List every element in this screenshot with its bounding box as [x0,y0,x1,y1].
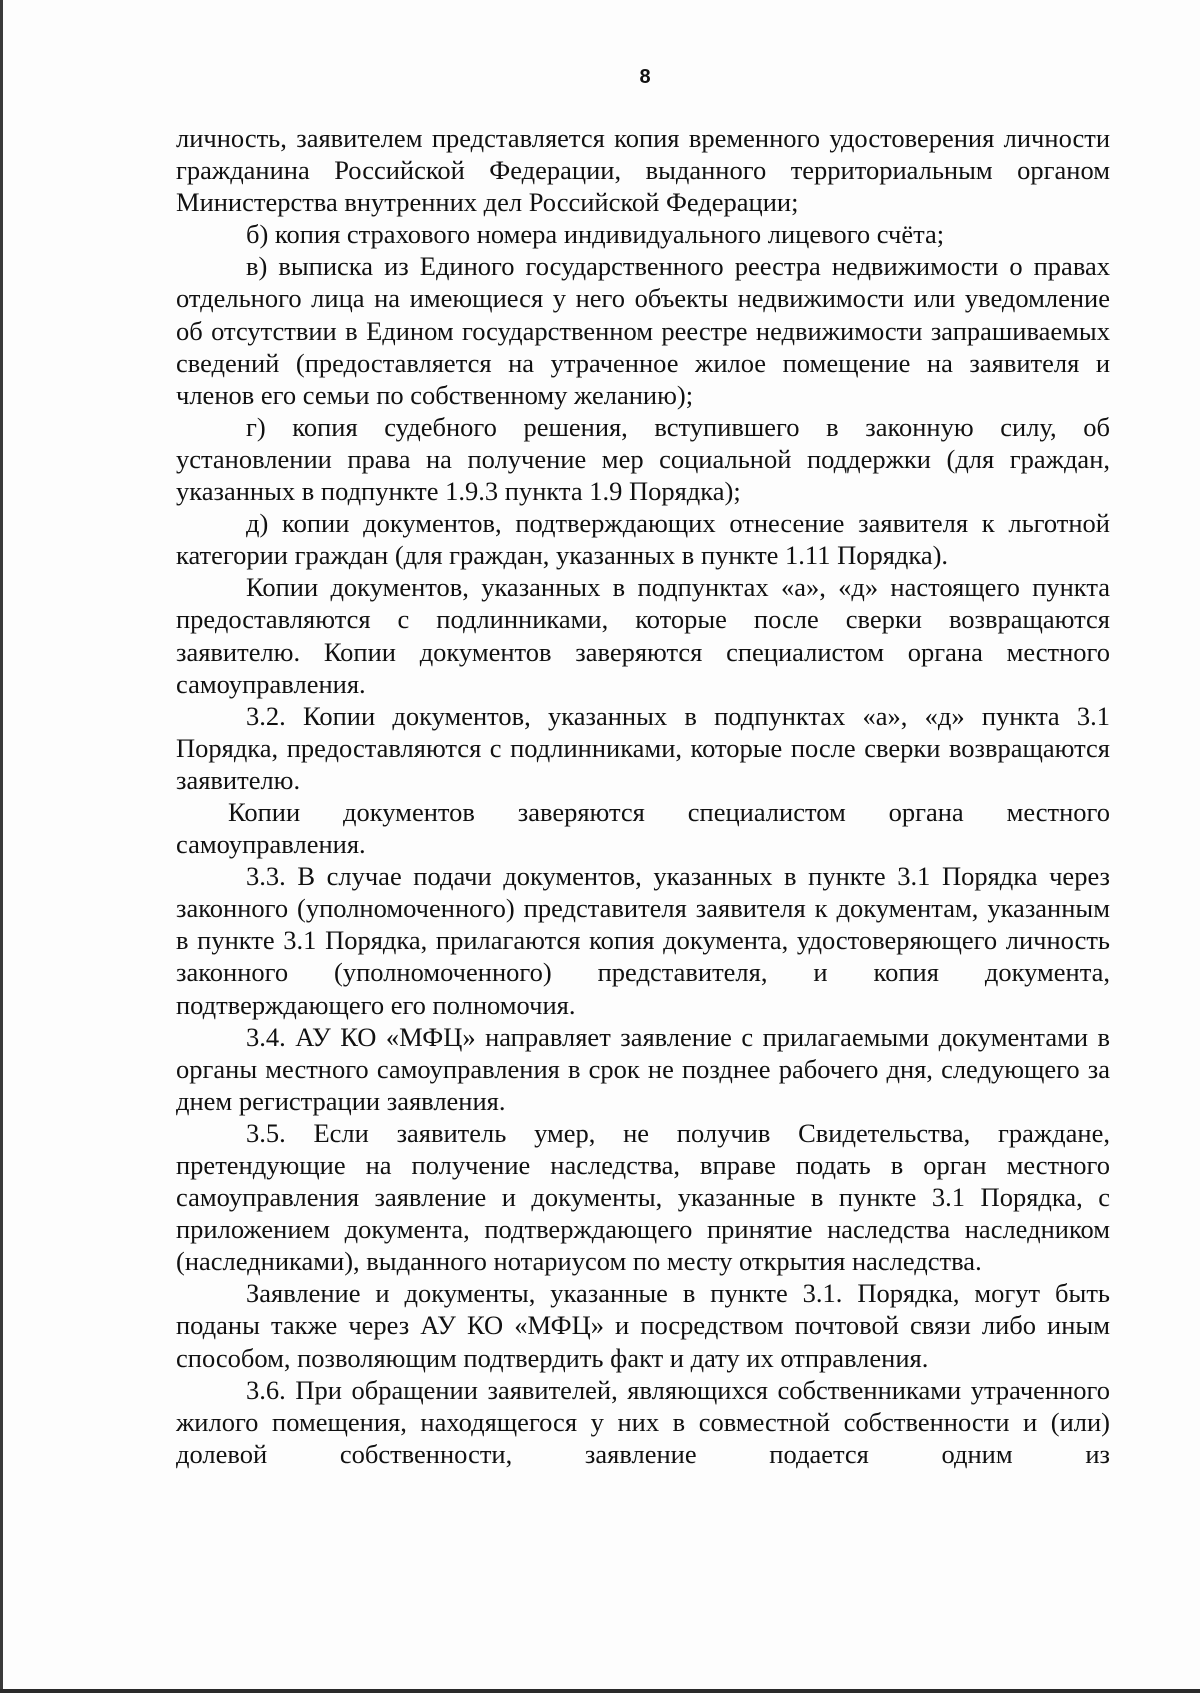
paragraph-continuation: личность, заявителем представляется копия временного удостоверения личности гражданина Российской Федерации, выданного территориальным органом Министерства внутренних дел Российской Федерации; [176,123,1110,218]
document-body [176,122,1110,1470]
paragraph-item-g: г) копия судебного решения, вступившего в законную силу, об установлении права на получение мер социальной поддержки (для граждан, указанных в подпункте 1.9.3 пункта 1.9 Порядка); [176,411,1110,507]
paragraph-copies-certified: Копии документов заверяются специалистом органа местного самоуправления. [176,796,1110,860]
paragraph-item-v: в) выписка из Единого государственного реестра недвижимости о правах отдельного лица на имеющиеся у него объекты недвижимости или уведомление об отсутствии в Едином государственном реестре недвижимости запрашиваемых сведений (предоставляется на утраченное жилое помещение на заявителя и членов его семьи по собственному желанию); [176,251,1110,410]
paragraph-copies-note: Копии документов, указанных в подпунктах «а», «д» настоящего пункта предоставляются с подлинниками, которые после сверки возвращаются заявителю. Копии документов заверяются специалистом органа местного самоуправления. [176,572,1110,699]
paragraph-item-b: б) копия страхового номера индивидуального лицевого счёта; [246,219,945,250]
paragraph-3-3: 3.3. В случае подачи документов, указанных в пункте 3.1 Порядка через законного (уполномоченного) представителя заявителя к документам, указанным в пункте 3.1 Порядка, прилагаются копия документа, удостоверяющего личность законного (уполномоченного) представителя, и копия документа, подтверждающего его полномочия. [176,861,1110,1020]
page-number: 8 [639,66,651,88]
paragraph-3-4: 3.4. АУ КО «МФЦ» направляет заявление с прилагаемыми документами в органы местного самоуправления в срок не позднее рабочего дня, следующего за днем регистрации заявления. [176,1021,1110,1116]
scan-bottom-edge [0,1689,1200,1693]
paragraph-item-d: д) копии документов, подтверждающих отнесение заявителя к льготной категории граждан (для граждан, указанных в пункте 1.11 Порядка). [176,508,1110,571]
scan-left-edge [0,0,3,1693]
paragraph-submission-methods: Заявление и документы, указанные в пункте 3.1. Порядка, могут быть поданы также через АУ КО «МФЦ» и посредством почтовой связи либо иным способом, позволяющим подтвердить факт и дату их отправления. [176,1278,1110,1373]
paragraph-3-2: 3.2. Копии документов, указанных в подпунктах «а», «д» пункта 3.1 Порядка, предоставляются с подлинниками, которые после сверки возвращаются заявителю. [176,700,1110,795]
paragraph-3-6: 3.6. При обращении заявителей, являющихся собственниками утраченного жилого помещения, находящегося у них в совместной собственности и (или) долевой собственности, заявление подается одним из [176,1374,1110,1469]
paragraph-3-5: 3.5. Если заявитель умер, не получив Свидетельства, граждане, претендующие на получение наследства, вправе подать в орган местного самоуправления заявление и документы, указанные в пункте 3.1 Порядка, с приложением документа, подтверждающего принятие наследства наследником (наследниками), выданного нотариусом по месту открытия наследства. [176,1117,1110,1277]
